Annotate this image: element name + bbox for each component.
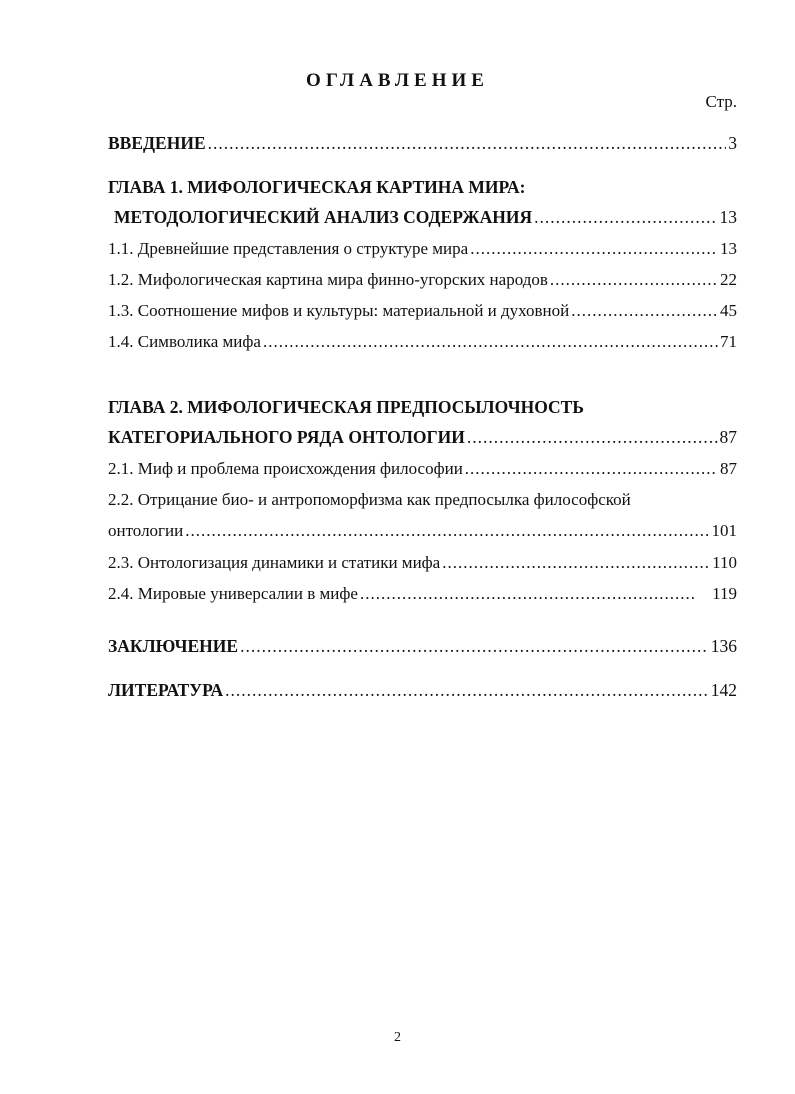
toc-entry-section-1-1 <box>108 239 737 259</box>
toc-leader-dots <box>208 133 727 154</box>
toc-leader-dots <box>465 459 718 479</box>
toc-entry-section-2-4 <box>108 584 737 604</box>
chapter2-heading-line1: ГЛАВА 2. МИФОЛОГИЧЕСКАЯ ПРЕДПОСЫЛОЧНОСТЬ <box>108 397 584 417</box>
toc-entry-section-2-1 <box>108 459 737 479</box>
toc-entry-section-1-3 <box>108 301 737 321</box>
toc-entry-page: 87 <box>719 427 737 447</box>
toc-leader-dots <box>550 270 718 290</box>
toc-entry-label: 2.4. Мировые универсалии в мифе <box>108 584 358 603</box>
toc-entry-page: 87 <box>720 459 737 478</box>
toc-leader-dots <box>240 636 709 657</box>
toc-entry-page: 13 <box>720 239 737 258</box>
toc-entry-page: 136 <box>710 636 737 656</box>
toc-leader-dots <box>263 332 718 352</box>
page-column-label: Стр. <box>705 92 737 111</box>
toc-entry-label: ЛИТЕРАТУРА <box>108 680 224 700</box>
toc-entry-label: МЕТОДОЛОГИЧЕСКИЙ АНАЛИЗ СОДЕРЖАНИЯ <box>114 207 533 227</box>
toc-entry-page: 110 <box>712 553 737 572</box>
toc-entry-label: онтологии <box>108 521 184 540</box>
toc-entry-label: 2.1. Миф и проблема происхождения философии <box>108 459 463 478</box>
toc-entry-section-2-2 <box>108 521 737 541</box>
toc-entry-section-2-2-line1: 2.2. Отрицание био- и антропоморфизма как предпосылка философской <box>108 490 631 509</box>
toc-leader-dots <box>534 207 717 228</box>
toc-leader-dots <box>185 521 709 541</box>
toc-entry-literature <box>108 680 737 701</box>
toc-entry-section-1-4 <box>108 332 737 352</box>
toc-leader-dots <box>225 680 709 701</box>
toc-entry-label: 1.3. Соотношение мифов и культуры: материальной и духовной <box>108 301 570 320</box>
toc-entry-label: 1.1. Древнейшие представления о структуре мира <box>108 239 469 258</box>
toc-entry-page: 3 <box>728 133 737 153</box>
toc-entry-label: 1.2. Мифологическая картина мира финно-угорских народов <box>108 270 548 289</box>
toc-entry-label: ЗАКЛЮЧЕНИЕ <box>108 636 239 656</box>
toc-entry-page: 119 <box>712 584 737 603</box>
page-number: 2 <box>394 1030 401 1045</box>
toc-entry-page: 71 <box>720 332 737 351</box>
toc-entry-section-1-2 <box>108 270 737 290</box>
toc-entry-label: 1.4. Символика мифа <box>108 332 261 351</box>
toc-entry-chapter2 <box>108 427 737 448</box>
toc-leader-dots <box>360 584 694 604</box>
toc-leader-dots <box>470 239 718 259</box>
page-title: ОГЛАВЛЕНИЕ <box>306 70 489 91</box>
toc-entry-label: КАТЕГОРИАЛЬНОГО РЯДА ОНТОЛОГИИ <box>108 427 465 447</box>
toc-entry-section-2-3 <box>108 553 737 573</box>
toc-entry-conclusion <box>108 636 737 657</box>
chapter1-heading-line1: ГЛАВА 1. МИФОЛОГИЧЕСКАЯ КАРТИНА МИРА: <box>108 177 526 197</box>
toc-entry-page: 101 <box>711 521 737 540</box>
toc-leader-dots <box>442 553 710 573</box>
toc-entry-chapter1 <box>114 207 737 228</box>
toc-entry-page: 45 <box>720 301 737 320</box>
toc-leader-dots <box>571 301 718 321</box>
toc-leader-dots <box>467 427 718 448</box>
toc-entry-page: 142 <box>710 680 737 700</box>
toc-entry-page: 22 <box>720 270 737 289</box>
toc-entry-intro <box>108 133 737 154</box>
toc-entry-page: 13 <box>719 207 737 227</box>
toc-entry-label: 2.3. Онтологизация динамики и статики мифа <box>108 553 441 572</box>
toc-entry-label: ВВЕДЕНИЕ <box>108 133 206 153</box>
